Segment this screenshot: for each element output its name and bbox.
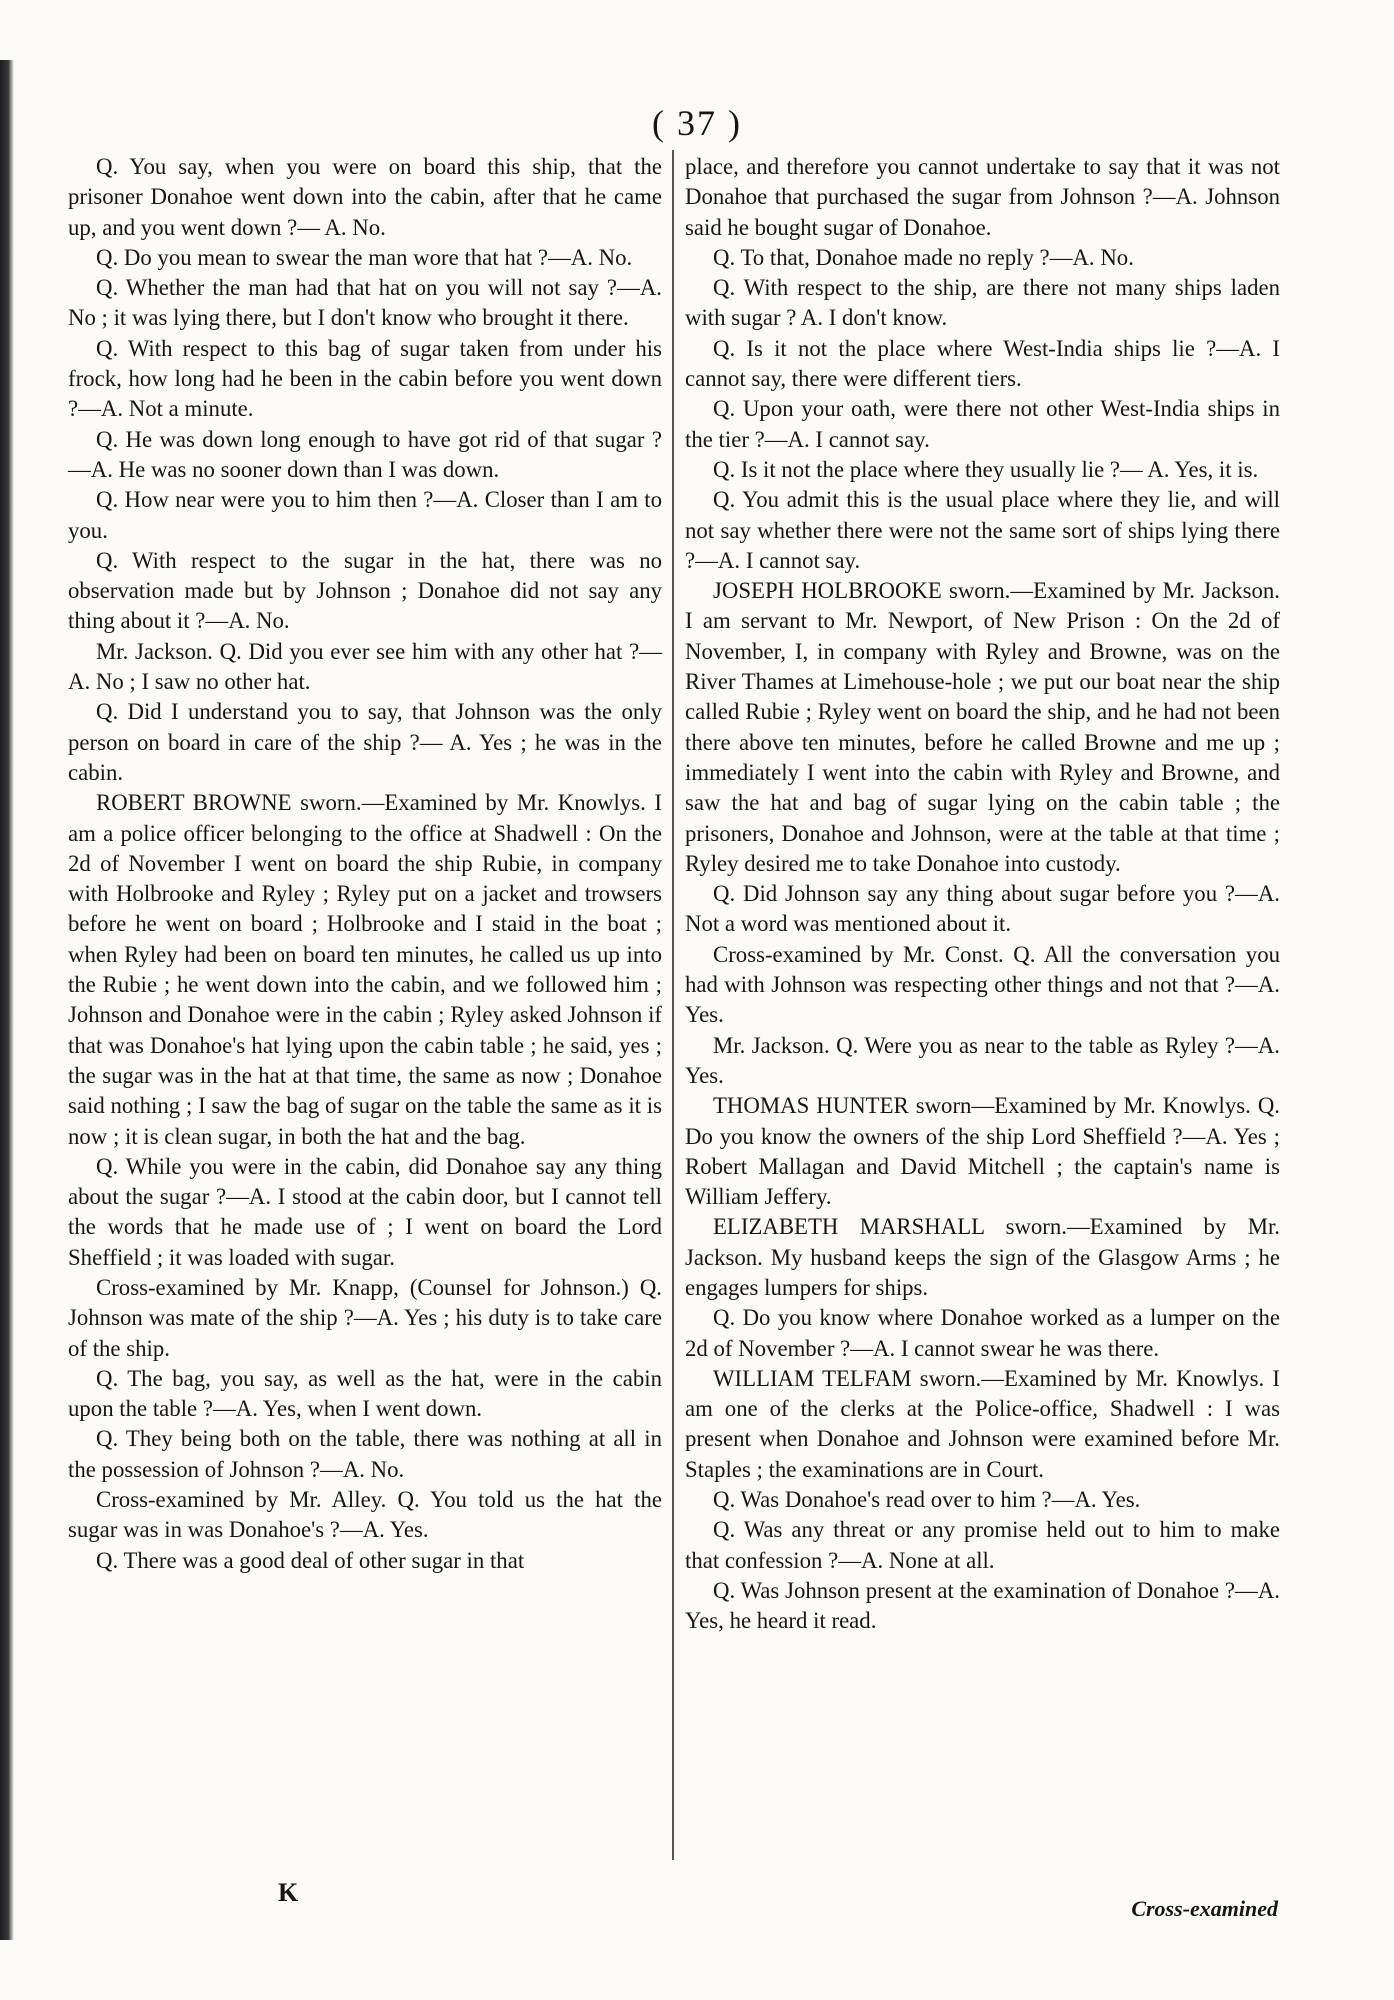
paragraph: Q. Was any threat or any promise held out to him to make that confession ?—A. None at all. bbox=[685, 1517, 1280, 1573]
paragraph: Q. He was down long enough to have got rid of that sugar ?—A. He was no sooner down than I was down. bbox=[68, 426, 662, 482]
paragraph: Q. Whether the man had that hat on you will not say ?—A. No ; it was lying there, but I don't know who brought it there. bbox=[68, 275, 662, 331]
paragraph: JOSEPH HOLBROOKE sworn.—Examined by Mr. Jackson. I am servant to Mr. Newport, of New Prison : On the 2d of November, I, in company with Ryley and Browne, was on the River Thames at Limehouse-hole ; we put our boat near the ship called Rubie ; Ryley went on board the ship, and he had not been there above ten minutes, before he called Browne and me up ; immediately I went into the cabin with Ryley and Browne, and saw the hat and bag of sugar lying on the cabin table ; the prisoners, Donahoe and Johnson, were at the table at that time ; Ryley desired me to take Donahoe into custody. bbox=[685, 578, 1280, 876]
paragraph: WILLIAM TELFAM sworn.—Examined by Mr. Knowlys. I am one of the clerks at the Police-office, Shadwell : I was present when Donahoe and Johnson were examined before Mr. Staples ; the examinations are in Court. bbox=[685, 1365, 1280, 1482]
right-column bbox=[685, 152, 1280, 1637]
paragraph: Q. Is it not the place where they usually lie ?— A. Yes, it is. bbox=[713, 456, 1259, 482]
paragraph: place, and therefore you cannot undertake to say that it was not Donahoe that purchased the sugar from Johnson ?—A. Johnson said he bought sugar of Donahoe. bbox=[685, 154, 1280, 240]
paragraph: Cross-examined by Mr. Alley. Q. You told us the hat the sugar was in was Donahoe's ?—A. Yes. bbox=[68, 1487, 662, 1543]
paragraph: Cross-examined by Mr. Knapp, (Counsel for Johnson.) Q. Johnson was mate of the ship ?—A. Yes ; his duty is to take care of the ship. bbox=[68, 1274, 662, 1361]
paragraph: Q. To that, Donahoe made no reply ?—A. No. bbox=[713, 244, 1134, 270]
catchword: Cross-examined bbox=[1131, 1896, 1278, 1921]
paragraph: Q. There was a good deal of other sugar in that bbox=[96, 1547, 525, 1573]
paragraph: Q. Do you mean to swear the man wore that hat ?—A. No. bbox=[96, 244, 633, 270]
paragraph: Q. How near were you to him then ?—A. Closer than I am to you. bbox=[68, 487, 662, 543]
paragraph: Q. The bag, you say, as well as the hat, were in the cabin upon the table ?—A. Yes, when I went down. bbox=[68, 1365, 662, 1422]
scan-edge-shadow bbox=[0, 60, 14, 1940]
left-column bbox=[68, 152, 662, 1576]
paragraph: Q. They being both on the table, there was nothing at all in the possession of Johnson ?—A. No. bbox=[68, 1426, 662, 1482]
paragraph: Q. With respect to this bag of sugar taken from under his frock, how long had he been in the cabin before you went down ?—A. Not a minute. bbox=[68, 335, 662, 422]
paragraph: Mr. Jackson. Q. Were you as near to the table as Ryley ?—A. Yes. bbox=[685, 1032, 1280, 1088]
paragraph: Q. Upon your oath, were there not other West-India ships in the tier ?—A. I cannot say. bbox=[685, 396, 1280, 452]
paragraph: Q. Was Donahoe's read over to him ?—A. Yes. bbox=[713, 1487, 1141, 1513]
paragraph: Q. Is it not the place where West-India ships lie ?—A. I cannot say, there were different tiers. bbox=[685, 335, 1280, 392]
paragraph: Q. Was Johnson present at the examination of Donahoe ?—A. Yes, he heard it read. bbox=[685, 1577, 1280, 1634]
paragraph: Q. Did I understand you to say, that Johnson was the only person on board in care of the ship ?— A. Yes ; he was in the cabin. bbox=[68, 699, 662, 785]
paragraph: Q. You say, when you were on board this ship, that the prisoner Donahoe went down into the cabin, after that he came up, and you went down ?— A. No. bbox=[68, 154, 662, 240]
signature-mark: K bbox=[278, 1878, 299, 1907]
page-number: ( 37 ) bbox=[652, 103, 742, 143]
paragraph: ELIZABETH MARSHALL sworn.—Examined by Mr. Jackson. My husband keeps the sign of the Glasgow Arms ; he engages lumpers for ships. bbox=[685, 1214, 1280, 1300]
paragraph: Q. With respect to the ship, are there not many ships laden with sugar ? A. I don't know. bbox=[685, 275, 1280, 331]
column-divider bbox=[672, 150, 674, 1860]
paragraph: Q. While you were in the cabin, did Donahoe say any thing about the sugar ?—A. I stood at the cabin door, but I cannot tell the words that he made use of ; I went on board the Lord Sheffield ; it was loaded with sugar. bbox=[68, 1153, 662, 1270]
paragraph: Cross-examined by Mr. Const. Q. All the conversation you had with Johnson was respecting other things and not that ?—A. Yes. bbox=[685, 941, 1280, 1028]
paragraph: Mr. Jackson. Q. Did you ever see him with any other hat ?—A. No ; I saw no other hat. bbox=[68, 638, 662, 695]
paragraph: Q. Did Johnson say any thing about sugar before you ?—A. Not a word was mentioned about it. bbox=[685, 881, 1280, 937]
paragraph: ROBERT BROWNE sworn.—Examined by Mr. Knowlys. I am a police officer belonging to the office at Shadwell : On the 2d of November I went on board the ship Rubie, in company with Holbrooke and Ryley ; Ryley put on a jacket and trowsers before he went on board ; Holbrooke and I staid in the boat ; when Ryley had been on board ten minutes, he called us up into the Rubie ; he went down into the cabin, and we followed him ; Johnson and Donahoe were in the cabin ; Ryley asked Johnson if that was Donahoe's hat lying upon the cabin table ; he said, yes ; the sugar was in the hat at that time, the same as now ; Donahoe said nothing ; I saw the bag of sugar on the table the same as it is now ; it is clean sugar, in both the hat and the bag. bbox=[68, 790, 662, 1149]
paragraph: Q. Do you know where Donahoe worked as a lumper on the 2d of November ?—A. I cannot swear he was there. bbox=[685, 1305, 1280, 1361]
paragraph: THOMAS HUNTER sworn—Examined by Mr. Knowlys. Q. Do you know the owners of the ship Lord Sheffield ?—A. Yes ; Robert Mallagan and David Mitchell ; the captain's name is William Jeffery. bbox=[685, 1093, 1280, 1210]
paragraph: Q. With respect to the sugar in the hat, there was no observation made but by Johnson ; Donahoe did not say any thing about it ?—A. No. bbox=[68, 547, 662, 634]
paragraph: Q. You admit this is the usual place where they lie, and will not say whether there were not the same sort of ships lying there ?—A. I cannot say. bbox=[685, 487, 1280, 573]
